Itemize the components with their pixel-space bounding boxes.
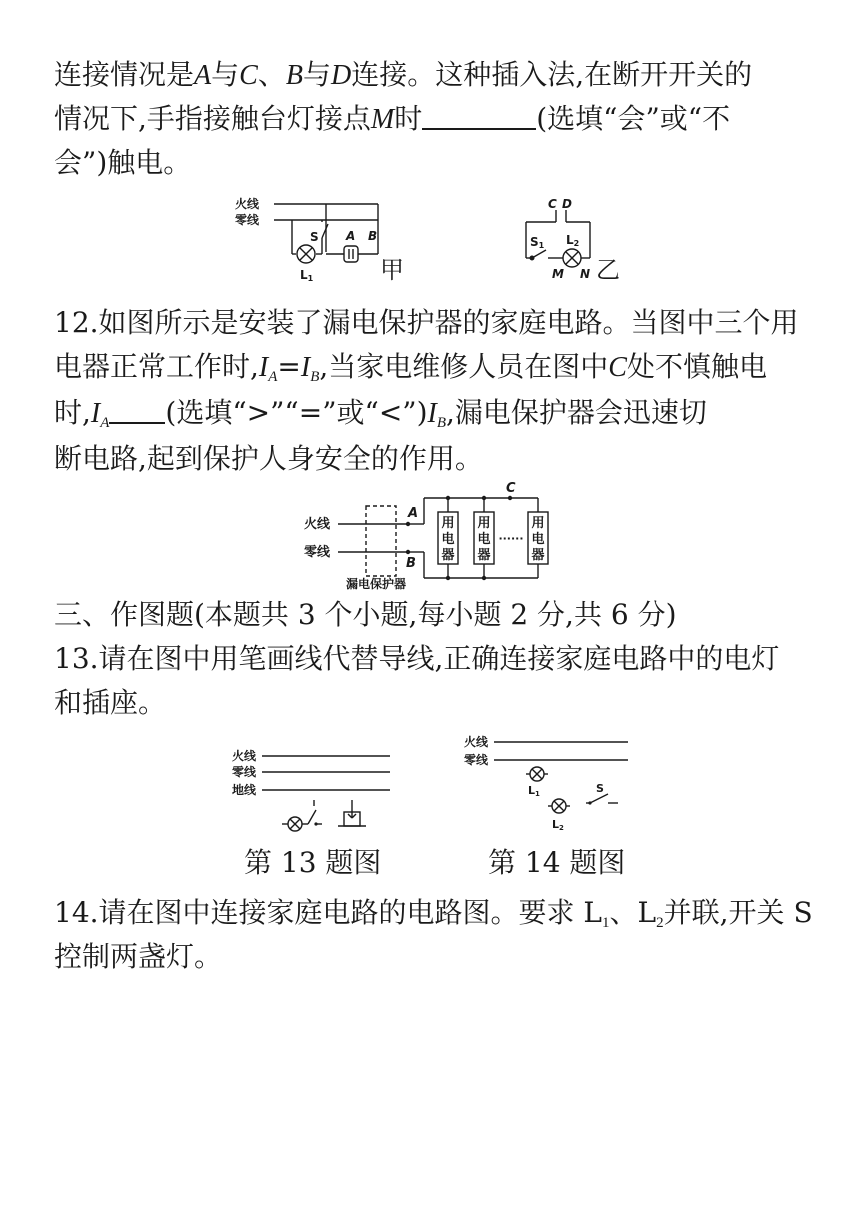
label-l2: L2 (552, 818, 564, 832)
label-c: C (506, 481, 516, 496)
label-a: A (346, 229, 356, 243)
appliance-1-char-3: 器 (441, 548, 455, 563)
q13-line-2: 和插座。 (54, 686, 167, 719)
label-lingxian: 零线 (235, 213, 260, 227)
label-huoxian: 火线 (464, 735, 489, 749)
label-switch-s: S (310, 230, 319, 244)
appliance-1-char-2: 电 (441, 532, 455, 547)
label-m: M (552, 267, 564, 281)
appliance-3-char-3: 器 (531, 548, 545, 563)
q12-line-2: 电器正常工作时$,I_A=I_B$,当家电维修人员在图中C处不慎触电 (54, 350, 767, 385)
appliance-3-char-1: 用 (531, 516, 545, 531)
appliance-1-char-1: 用 (441, 516, 455, 531)
label-l2: L2 (566, 233, 580, 248)
q11-line-3: 会”)触电。 (54, 146, 192, 179)
q14-line-2: 控制两盏灯。 (54, 940, 223, 973)
label-d: D (562, 197, 572, 211)
figure-13-caption: 第 13 题图 (244, 846, 382, 879)
answer-blank-11[interactable] (422, 102, 536, 130)
label-b: B (368, 229, 378, 243)
q14-line-1: 14.请在图中连接家庭电路的电路图。要求 L1、L2并联,开关 S (54, 896, 813, 931)
q12-line-4: 断电路,起到保护人身安全的作用。 (54, 442, 483, 475)
label-huoxian: 火线 (232, 749, 257, 763)
label-protector: 漏电保护器 (346, 577, 407, 591)
label-b: B (406, 556, 416, 571)
label-s1: S1 (530, 235, 545, 250)
q12-line-3: 时$,I_A$ (选填“>”“=”或“$<”)I_B$,漏电保护器会迅速切 (54, 396, 707, 431)
q13-line-1: 13.请在图中用笔画线代替导线,正确连接家庭电路中的电灯 (54, 642, 780, 675)
label-lingxian: 零线 (304, 545, 331, 560)
section-3-heading: 三、作图题(本题共 3 个小题,每小题 2 分,共 6 分) (54, 598, 677, 631)
appliance-ellipsis: ······ (498, 532, 524, 545)
answer-blank-12[interactable] (109, 396, 165, 424)
label-a: A (408, 506, 419, 521)
label-jia: 甲 (380, 256, 404, 284)
figure-14-caption: 第 14 题图 (488, 846, 626, 879)
label-s: S (596, 782, 604, 795)
figure-11-jia (230, 192, 420, 288)
label-huoxian: 火线 (304, 517, 331, 532)
figure-14[interactable] (462, 730, 632, 835)
q11-line-2: 情况下,手指接触台灯接点M时 (选填“会”或“不 (54, 102, 731, 135)
label-huoxian: 火线 (235, 197, 260, 211)
appliance-2-char-3: 器 (477, 548, 491, 563)
label-lingxian: 零线 (464, 753, 489, 767)
label-lingxian: 零线 (232, 765, 257, 779)
figure-12 (300, 480, 570, 595)
appliance-2-char-2: 电 (477, 532, 491, 547)
q12-line-1: 12.如图所示是安装了漏电保护器的家庭电路。当图中三个用 (54, 306, 799, 339)
label-l1: L1 (528, 784, 540, 798)
label-c: C (548, 197, 557, 211)
label-n: N (580, 267, 591, 281)
q11-line-1: 连接情况是A与C、B与D连接。这种插入法,在断开开关的 (54, 58, 753, 91)
label-dixian: 地线 (232, 783, 257, 797)
figure-11-yi (520, 192, 660, 288)
label-yi: 乙 (596, 256, 620, 284)
figure-13[interactable] (230, 742, 400, 837)
label-l1: L1 (300, 268, 314, 283)
appliance-2-char-1: 用 (477, 516, 491, 531)
appliance-3-char-2: 电 (531, 532, 545, 547)
